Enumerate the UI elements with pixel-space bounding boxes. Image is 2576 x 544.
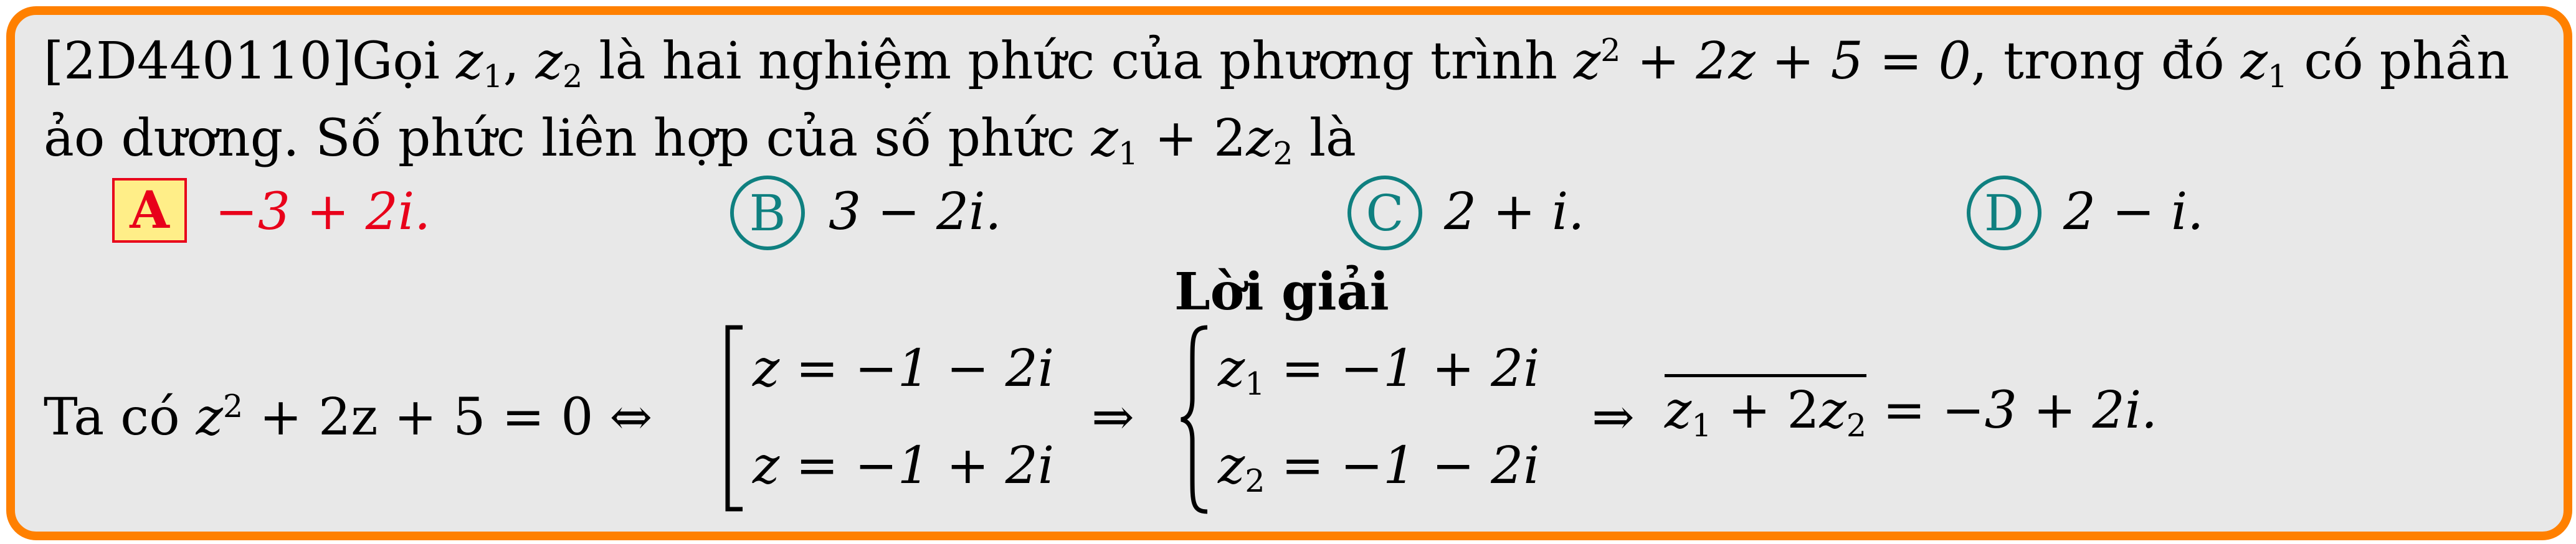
option-b-value[interactable]: 3 − 2i. [829,182,1002,242]
solution-intro-text: Ta có [44,388,196,447]
solution-intro [44,388,653,447]
eq-rest: + 2z + 5 = 0 [1620,32,1971,91]
conjugate-expression [1665,381,2158,444]
problem-code-text: [2D440110]Gọi [44,32,457,91]
solution-eq-rest: + 2z + 5 = 0 ⇔ [243,388,653,447]
system-z1: z [1218,339,1245,398]
conj-mid: + 2 [1711,381,1820,440]
comma: , [503,32,536,91]
sub-1: 1 [483,58,503,95]
expr-sub2: 2 [1273,135,1293,172]
conj-z1: z [1665,381,1692,440]
bracket-line-2: z = −1 + 2i [753,436,1055,495]
system-sub2: 2 [1245,462,1265,500]
option-a-value[interactable]: −3 + 2i. [215,182,431,242]
solution-curly-brace [1177,325,1210,515]
solution-bracket [723,325,748,512]
system-z2: z [1218,436,1245,495]
implies-arrow-2: ⇒ [1592,388,1635,447]
system-sub1: 1 [1245,365,1265,403]
option-c-value[interactable]: 2 + i. [1444,182,1585,242]
option-a-label[interactable]: A [112,178,187,243]
var-z1: z [456,32,483,91]
expr-mid: + 2 [1138,109,1247,168]
solution-title: Lời giải [1174,262,1389,322]
problem-line2-end: là [1293,109,1356,168]
conj-sub2: 2 [1846,407,1867,444]
bracket-line-1: z = −1 − 2i [753,339,1055,398]
problem-line2-text: ảo dương. Số phức liên hợp của số phức [44,109,1091,168]
expr-sub1: 1 [1118,135,1139,172]
system-line-1-rest: = −1 + 2i [1265,339,1540,398]
problem-text-mid: là hai nghiệm phức của phương trình [582,32,1574,91]
conjugate-result: = −3 + 2i. [1866,381,2158,440]
eq-exponent: 2 [1600,32,1621,69]
sub-2: 2 [562,58,583,95]
solution-eq-var: z [196,388,223,447]
system-line-2 [1218,436,1540,500]
sub-1-b: 1 [2267,58,2288,95]
var-z1-b: z [2240,32,2268,91]
problem-text-tail: , trong đó [1970,32,2241,91]
eq-var: z [1573,32,1601,91]
problem-line-2 [44,109,1356,172]
conj-sub1: 1 [1691,407,1712,444]
problem-text-end: có phần [2288,32,2510,91]
conjugate-bar [1665,374,1867,444]
option-d-value[interactable]: 2 − i. [2063,182,2204,242]
expr-z1: z [1091,109,1118,168]
system-line-1 [1218,339,1540,403]
conj-z2: z [1819,381,1846,440]
option-c-label[interactable]: C [1347,176,1422,250]
problem-line-1 [44,32,2510,95]
solution-eq-exp: 2 [222,388,244,425]
system-line-2-rest: = −1 − 2i [1265,436,1540,495]
var-z2: z [535,32,563,91]
option-d-label[interactable]: D [1967,176,2041,250]
expr-z2: z [1246,109,1273,168]
implies-arrow-1: ⇒ [1091,388,1134,447]
option-b-label[interactable]: B [730,176,805,250]
